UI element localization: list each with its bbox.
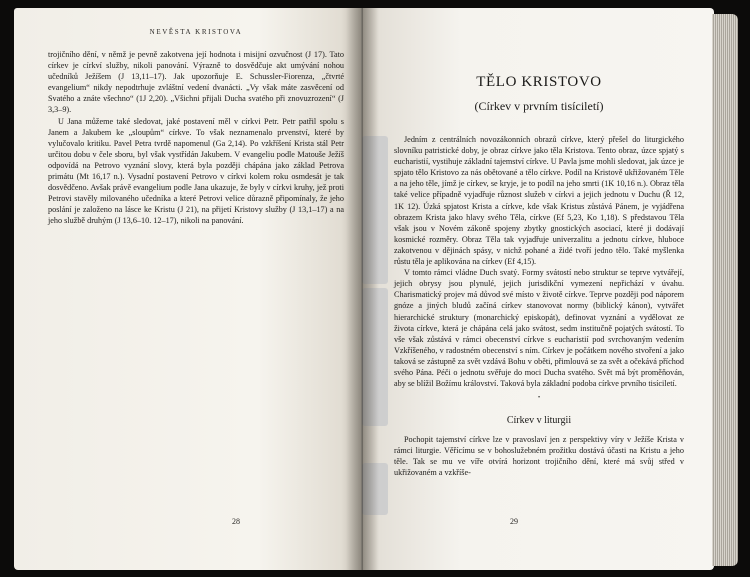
paragraph: U Jana můžeme také sledovat, jaké postavení měl v církvi Petr. Petr patřil spolu s Janem a Jakubem ke „sloupům“ církve. To však neznamenalo prvenství, které by vylučovalo kritiku. Pavel Petra tvrdě napomenul (Ga 2,14). Po vzkříšení Krista stál Petr určitou dobu v čele sboru, byl však vystřídán Jakubem. V evangeliu podle Matouše Ježíš odpovídá na Petrovo vyznání slovy, která byla později chápána jako základ Petrova primátu (Mt 16,17 n.). Vysadní postavení Petrovo v církvi kolem roku osmdesát je tak dosvědčeno. Avšak právě evangelium podle Jana ukazuje, že byly v církvi kruhy, jež proti Petrovi stavěly milovaného učedníka a které Petrovi velice důrazně připomínaly, že jeho poslání je založeno na lásce ke Kristu (J 21), na přijetí Kristovy služby (J 13,1–17) a na jeho službě druhým (J 13,6–10. 12–17), nikoli na panování. [48,116,344,226]
section-text [394,434,684,478]
margin-smudge [362,136,388,284]
paragraph: V tomto rámci vládne Duch svatý. Formy svátostí nebo struktur se teprve vytvářejí, jejich obrysy jsou plynulé, jejich jurisdikční vymezení nepřichází v úvahu. Charismatický projev má důvod své místo v životě církve. Teprve později pod náporem gnóze a jiných bludů začíná církev stanovovat normy (biblický kánon), vytvářet hierarchické struktury (monarchický episkopát), definovat vyznání a vydělovat ze života církve, která je chápána celá jako svátost, sedm institučně pojatých svátostí. To vše však zůstává v rámci obecenství církve s eucharistií pod svrchovaným vedením Vzkříšeného, v radostném obecenství s ním. Církev je počátkem nového stvoření a jako taková se zástupně za svět vzdává Bohu v oběti, přimlouvá se za svět a očekává příchod svého Pána. Péči o jednotu svěřuje do moci Ducha svatého. Svět má být proměňován, aby se blížil Božímu království. Taková byla základní podoba církve prvního tisíciletí. [394,268,684,389]
page-number: 28 [232,517,240,526]
margin-smudge [362,463,388,515]
margin-smudge [362,288,388,426]
chapter-title: TĚLO KRISTOVO [476,74,602,90]
right-page [362,8,714,570]
chapter-subtitle: (Církev v prvním tisíciletí) [474,99,604,113]
section-heading: Církev v liturgii [506,415,572,427]
divider-mark: • [537,395,541,402]
running-head: NEVĚSTA KRISTOVA [149,28,243,36]
right-page-text [394,134,684,389]
paragraph: Jedním z centrálních novozákonních obrazů církve, který přešel do liturgického slovníku patristické doby, je obraz církve jako těla Kristova. Tento obraz, úzce spjatý s eucharistií, vystihuje základní tajemství církve. U Pavla jsme mohli sledovat, jak úzce je spjato tělo Kristovo za nás obětované a tělo církve. Podíl na Kristově ukřižovaném Těle a na jeho těle, jímž je církev, se kryje, je to podíl na jeho smrti (1K 10,16 n.). Obraz těla také velice případně vyjadřuje různost služeb v církvi a jejich jednotu v Duchu (Ř 12, 1K 12). Úzká spjatost Krista a církve, kde však Kristus zůstává Pánem, je vyjádřena obrazem Krista jako hlavy svého Těla, církve (Ef 5,23, Ko 1,18). S představou Těla však jsou v Novém zákoně spojeny zbytky gnostických asociací, které ji dodávají kosmické rozměry. Obraz Těla tak vyjadřuje univerzalitu a jednotu církve, hluboce zakotvenou v dějinách spásy, v nichž pohané a židé tvoří jedno tělo. Také myšlenka růstu těla je aplikována na církev (Ef 4,15). [394,135,684,267]
left-page [14,8,362,570]
left-page-text [48,49,344,227]
page-edges [712,14,738,566]
paragraph: trojičního dění, v němž je pevně zakotvena její hodnota i misijní ozvučnost (J 17). Tato církev je církví služby, nikoli panování. Výrazně to dosvědčuje akt umývání nohou učedníků Ježíšem (J 13,11–17). Jak upozorňuje E. Schussler-Fiorenza, „čtvrté evangelium“ nikdy nepodtrhuje zvláštní vedení dvanácti. „Vy však máte zasvěcení od Svatého a znáte všechno“ (1J 2,20). „Všichni přijali Ducha svatého při znovuzrození“ (J 3,3–9). [48,50,344,115]
page-number: 29 [510,517,518,526]
paragraph: Pochopit tajemství církve lze v pravoslaví jen z perspektivy víry v Ježíše Krista v rámci liturgie. Věřícímu se v bohoslužebném prožitku dostává účasti na Kristu a jeho těle. Tak se mu ve víře otvírá horizont trojičního dění, které má svůj střed v ukřižovaném a vzkříše- [394,435,684,478]
